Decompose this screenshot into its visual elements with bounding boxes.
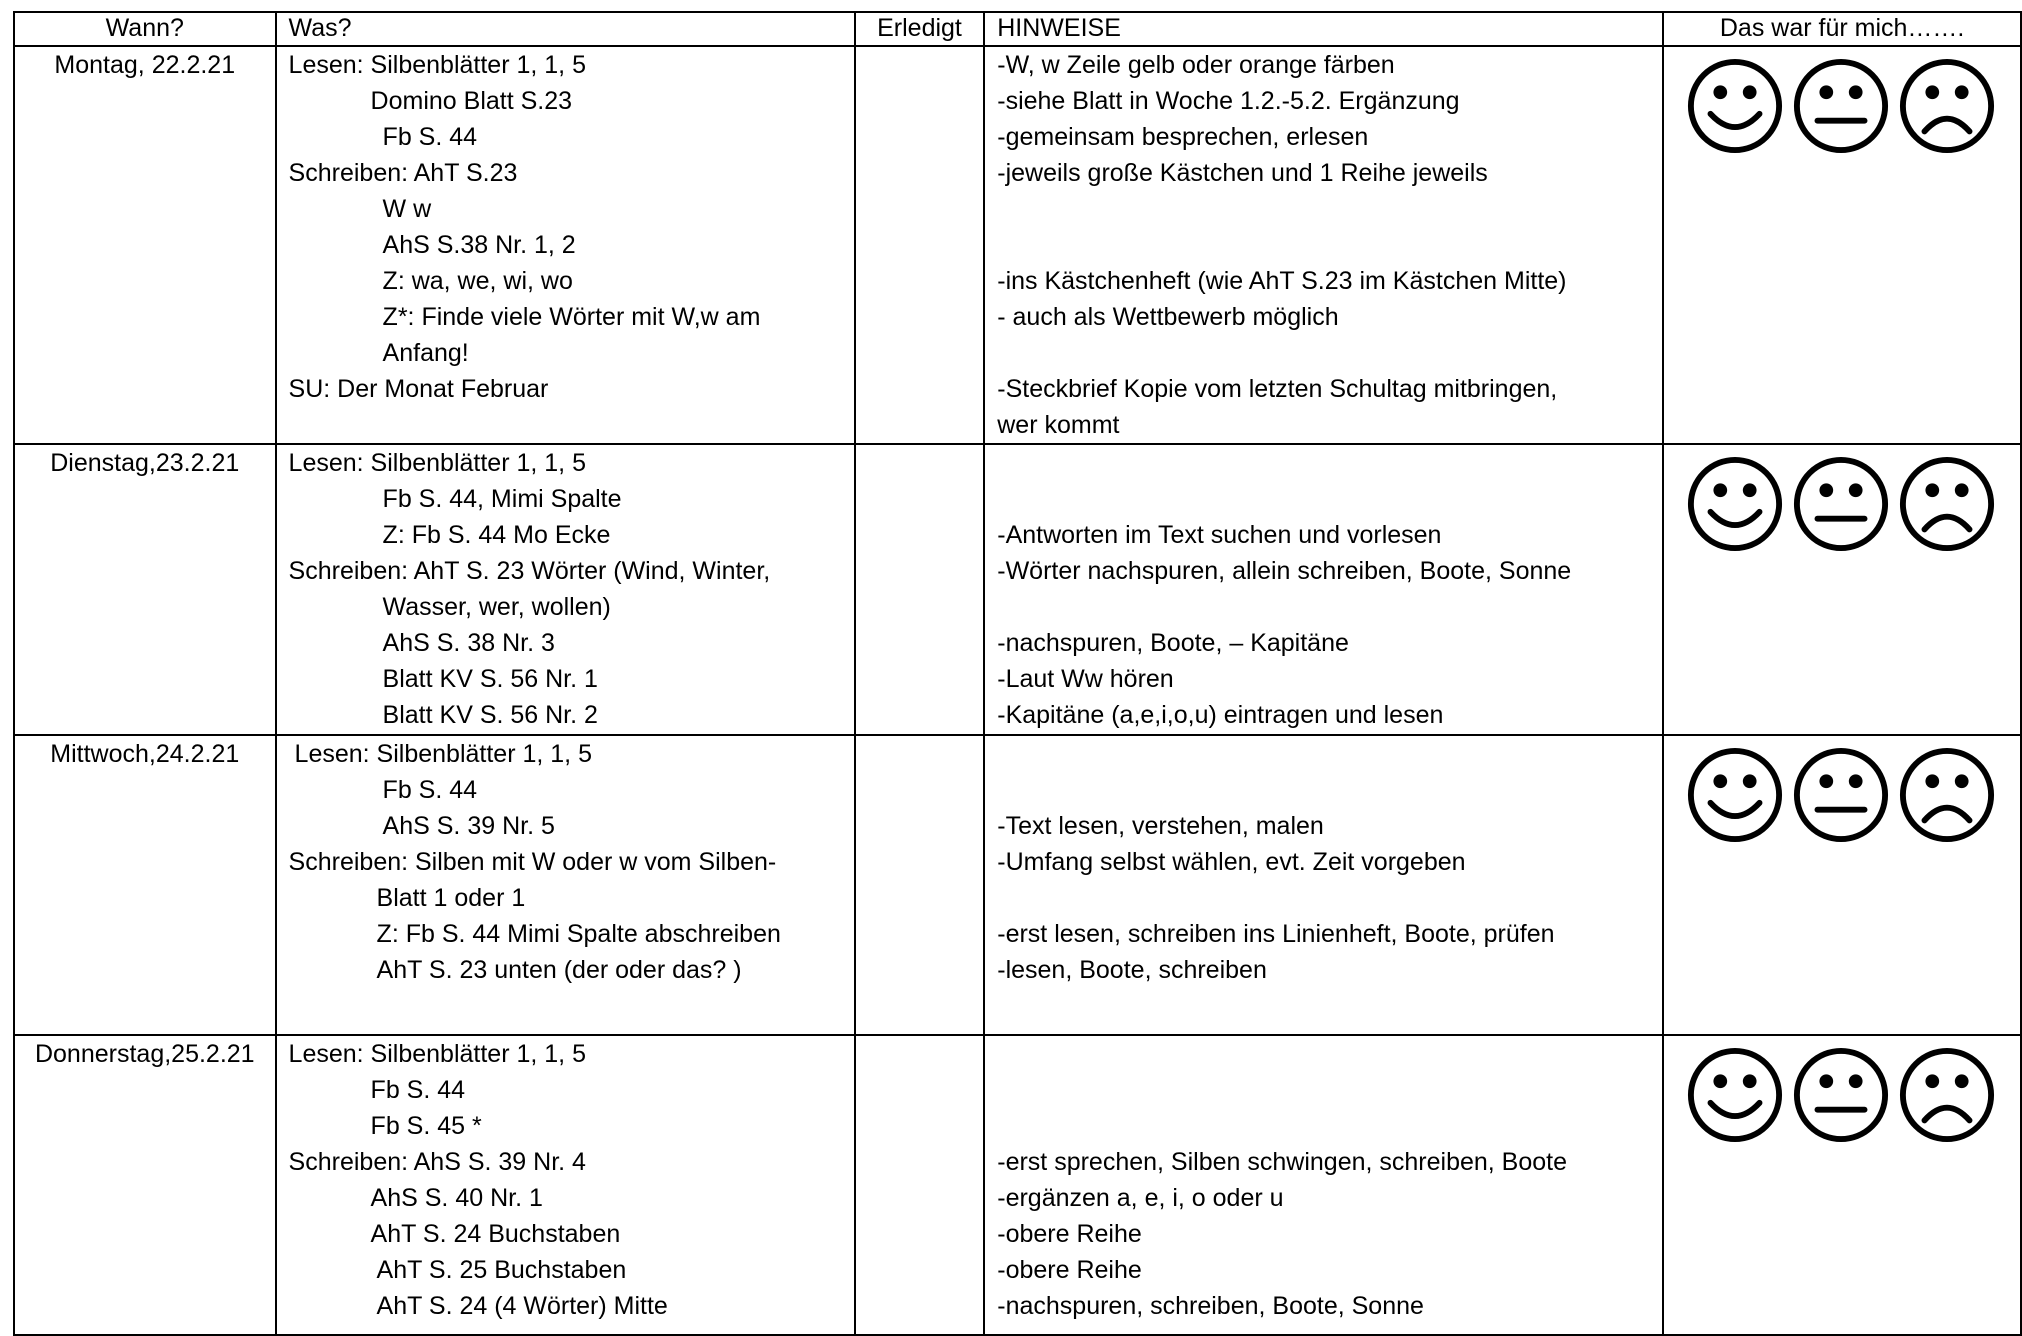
- hint-line: -siehe Blatt in Woche 1.2.-5.2. Ergänzung: [997, 87, 1460, 115]
- header-row: [14, 12, 2021, 46]
- sad-face-icon[interactable]: [1898, 455, 1996, 553]
- hint-line: [997, 445, 1662, 481]
- task-line: Fb S. 44: [370, 1076, 466, 1104]
- hint-line: [997, 1108, 1662, 1144]
- task-line: Schreiben: AhT S. 23 Wörter (Wind, Winter,: [288, 557, 771, 585]
- task-line: AhT S. 23 unten (der oder das? ): [376, 956, 742, 984]
- was-cell: [276, 1035, 855, 1335]
- hint-line: [997, 736, 1662, 772]
- hint-line: [997, 772, 1662, 808]
- hint-line: [997, 335, 1662, 371]
- hint-line: -gemeinsam besprechen, erlesen: [997, 123, 1369, 151]
- task-line: AhS S.38 Nr. 1, 2: [382, 231, 576, 259]
- task-line: Lesen: Silbenblätter 1, 1, 5: [288, 51, 586, 79]
- happy-face-icon[interactable]: [1686, 1046, 1784, 1144]
- hint-line: [997, 589, 1662, 625]
- neutral-face-icon[interactable]: [1792, 455, 1890, 553]
- header-feedback: Das war für mich…….: [1663, 12, 2021, 46]
- header-was: Was?: [276, 12, 855, 46]
- task-line: AhS S. 40 Nr. 1: [370, 1184, 543, 1212]
- task-line: AhT S. 24 (4 Wörter) Mitte: [376, 1292, 668, 1320]
- task-line: Schreiben: Silben mit W oder w vom Silben-: [288, 848, 777, 876]
- day-cell: Donnerstag,25.2.21: [14, 1035, 276, 1335]
- header-erledigt: Erledigt: [855, 12, 985, 46]
- hint-line: [997, 227, 1662, 263]
- task-line: Z*: Finde viele Wörter mit W,w am: [382, 303, 761, 331]
- task-line: Wasser, wer, wollen): [382, 593, 611, 621]
- hint-line: -Kapitäne (a,e,i,o,u) eintragen und lesen: [997, 701, 1444, 729]
- day-cell: Montag, 22.2.21: [14, 46, 276, 444]
- task-line: Lesen: Silbenblätter 1, 1, 5: [288, 449, 586, 477]
- table-row-mittwoch: [14, 735, 2021, 1035]
- happy-face-icon[interactable]: [1686, 57, 1784, 155]
- hint-line: -nachspuren, Boote, – Kapitäne: [997, 629, 1349, 657]
- erledigt-checkbox-cell[interactable]: [855, 46, 985, 444]
- task-line: W w: [382, 195, 432, 223]
- hint-line: -Umfang selbst wählen, evt. Zeit vorgeben: [997, 848, 1466, 876]
- task-line: AhT S. 25 Buchstaben: [376, 1256, 627, 1284]
- hint-line: -Wörter nachspuren, allein schreiben, Boote, Sonne: [997, 557, 1572, 585]
- task-line: Blatt 1 oder 1: [376, 884, 526, 912]
- was-cell: [276, 444, 855, 735]
- erledigt-checkbox-cell[interactable]: [855, 444, 985, 735]
- task-line: Z: wa, we, wi, wo: [382, 267, 573, 295]
- neutral-face-icon[interactable]: [1792, 57, 1890, 155]
- hint-line: [997, 1072, 1662, 1108]
- was-cell: [276, 46, 855, 444]
- hinweise-cell: [984, 735, 1663, 1035]
- task-line: Blatt KV S. 56 Nr. 2: [382, 701, 598, 729]
- task-line: Fb S. 44: [382, 776, 478, 804]
- task-line: AhT S. 24 Buchstaben: [370, 1220, 621, 1248]
- erledigt-checkbox-cell[interactable]: [855, 735, 985, 1035]
- hint-line: -W, w Zeile gelb oder orange färben: [997, 51, 1395, 79]
- feedback-cell: [1663, 444, 2021, 735]
- task-line: Fb S. 45 *: [370, 1112, 482, 1140]
- hint-line: -nachspuren, schreiben, Boote, Sonne: [997, 1292, 1424, 1320]
- task-line: Schreiben: AhT S.23: [288, 159, 518, 187]
- hint-line: -obere Reihe: [997, 1256, 1142, 1284]
- task-line: Schreiben: AhS S. 39 Nr. 4: [288, 1148, 586, 1176]
- hinweise-cell: [984, 46, 1663, 444]
- weekly-plan-table: [13, 11, 2022, 1336]
- sad-face-icon[interactable]: [1898, 746, 1996, 844]
- task-line: SU: Der Monat Februar: [288, 375, 549, 403]
- happy-face-icon[interactable]: [1686, 455, 1784, 553]
- task-line: Lesen: Silbenblätter 1, 1, 5: [288, 1040, 586, 1068]
- table-row-dienstag: [14, 444, 2021, 735]
- feedback-cell: [1663, 735, 2021, 1035]
- hinweise-cell: [984, 444, 1663, 735]
- happy-face-icon[interactable]: [1686, 746, 1784, 844]
- hint-line: -ins Kästchenheft (wie AhT S.23 im Kästchen Mitte): [997, 267, 1567, 295]
- hint-line: -Text lesen, verstehen, malen: [997, 812, 1324, 840]
- hint-line: -erst lesen, schreiben ins Linienheft, Boote, prüfen: [997, 920, 1555, 948]
- was-cell: [276, 735, 855, 1035]
- hint-line: -obere Reihe: [997, 1220, 1142, 1248]
- task-line: Fb S. 44, Mimi Spalte: [382, 485, 622, 513]
- table-row-donnerstag: [14, 1035, 2021, 1335]
- table-row-montag: [14, 46, 2021, 444]
- hint-line: [997, 191, 1662, 227]
- task-line: Anfang!: [382, 339, 469, 367]
- hint-line: wer kommt: [997, 411, 1120, 439]
- hint-line: -ergänzen a, e, i, o oder u: [997, 1184, 1284, 1212]
- hint-line: -Steckbrief Kopie vom letzten Schultag mitbringen,: [997, 375, 1558, 403]
- hinweise-cell: [984, 1035, 1663, 1335]
- neutral-face-icon[interactable]: [1792, 746, 1890, 844]
- hint-line: -erst sprechen, Silben schwingen, schreiben, Boote: [997, 1148, 1568, 1176]
- hint-line: [997, 1036, 1662, 1072]
- task-line: AhS S. 38 Nr. 3: [382, 629, 555, 657]
- task-line: AhS S. 39 Nr. 5: [382, 812, 555, 840]
- neutral-face-icon[interactable]: [1792, 1046, 1890, 1144]
- sad-face-icon[interactable]: [1898, 1046, 1996, 1144]
- task-line: Blatt KV S. 56 Nr. 1: [382, 665, 598, 693]
- hint-line: -lesen, Boote, schreiben: [997, 956, 1267, 984]
- day-cell: Dienstag,23.2.21: [14, 444, 276, 735]
- day-cell: Mittwoch,24.2.21: [14, 735, 276, 1035]
- sad-face-icon[interactable]: [1898, 57, 1996, 155]
- header-hinweise: HINWEISE: [984, 12, 1663, 46]
- task-line: Z: Fb S. 44 Mimi Spalte abschreiben: [376, 920, 781, 948]
- hint-line: -jeweils große Kästchen und 1 Reihe jeweils: [997, 159, 1488, 187]
- feedback-cell: [1663, 1035, 2021, 1335]
- hint-line: - auch als Wettbewerb möglich: [997, 303, 1339, 331]
- task-line: Lesen: Silbenblätter 1, 1, 5: [294, 740, 592, 768]
- hint-line: [997, 880, 1662, 916]
- hint-line: -Antworten im Text suchen und vorlesen: [997, 521, 1442, 549]
- task-line: Z: Fb S. 44 Mo Ecke: [382, 521, 611, 549]
- header-wann: Wann?: [14, 12, 276, 46]
- task-line: Domino Blatt S.23: [370, 87, 573, 115]
- feedback-cell: [1663, 46, 2021, 444]
- hint-line: [997, 481, 1662, 517]
- hint-line: -Laut Ww hören: [997, 665, 1174, 693]
- task-line: Fb S. 44: [382, 123, 478, 151]
- erledigt-checkbox-cell[interactable]: [855, 1035, 985, 1335]
